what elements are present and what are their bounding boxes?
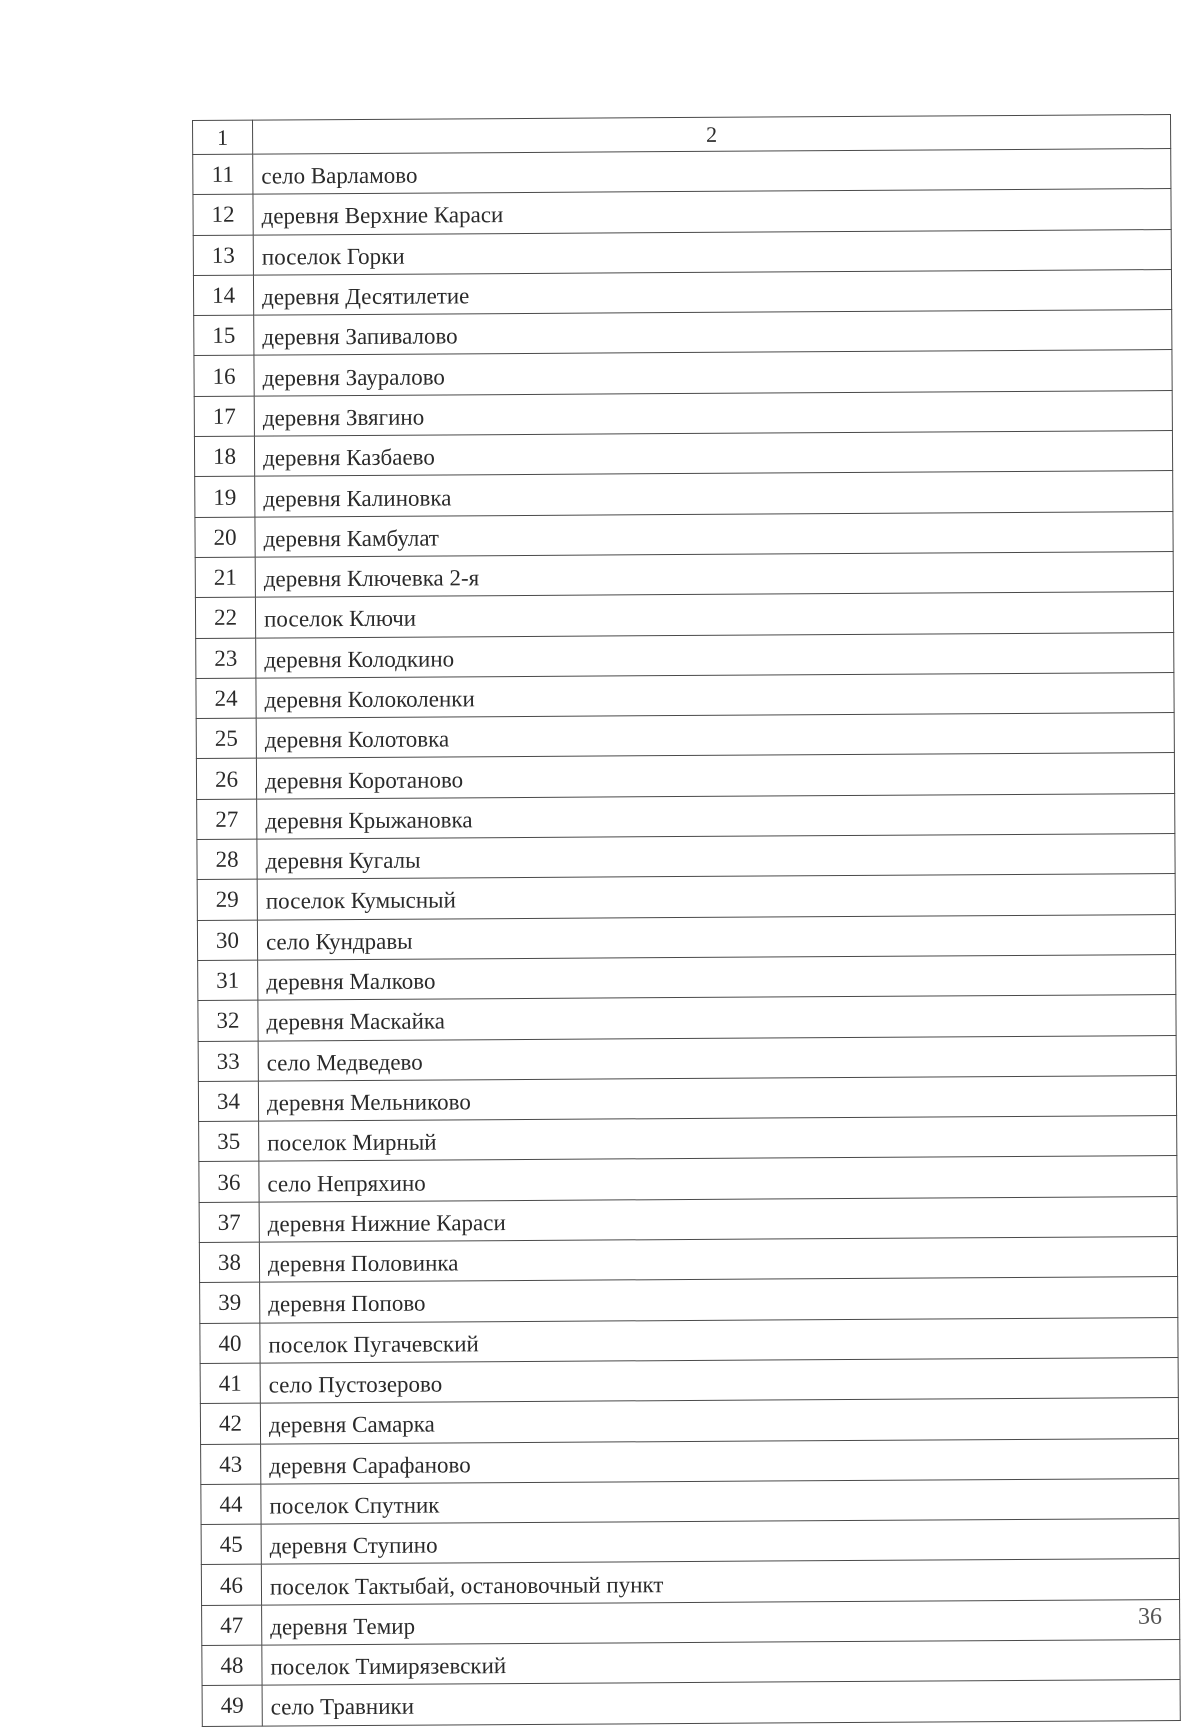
settlement-name-cell: поселок Кумысный xyxy=(257,874,1175,920)
table-row xyxy=(199,1116,1177,1162)
row-number-cell: 20 xyxy=(195,517,255,558)
settlement-name-cell: деревня Колотовка xyxy=(256,713,1174,759)
row-number-cell: 16 xyxy=(194,356,254,397)
row-number-cell: 46 xyxy=(201,1564,261,1605)
settlement-name-cell: деревня Самарка xyxy=(260,1398,1178,1444)
table-row xyxy=(202,1599,1180,1645)
settlement-name-cell: деревня Мельниково xyxy=(258,1075,1176,1121)
settlement-name-cell: деревня Кугалы xyxy=(257,834,1175,880)
table-row xyxy=(201,1519,1179,1565)
row-number-cell: 15 xyxy=(194,315,254,356)
settlement-name-cell: деревня Зауралово xyxy=(254,350,1172,396)
table-row xyxy=(193,189,1171,235)
settlement-name-cell: деревня Малково xyxy=(258,954,1176,1000)
settlement-name-cell: деревня Крыжановка xyxy=(257,793,1175,839)
header-cell-number: 1 xyxy=(193,120,253,154)
table-row xyxy=(194,310,1172,356)
row-number-cell: 28 xyxy=(197,839,257,880)
table-row xyxy=(194,350,1172,396)
settlement-name-cell: село Травники xyxy=(262,1680,1180,1726)
table-row xyxy=(197,834,1175,880)
row-number-cell: 40 xyxy=(200,1323,260,1364)
settlement-name-cell: деревня Ступино xyxy=(261,1519,1179,1565)
row-number-cell: 30 xyxy=(197,920,257,961)
table-row xyxy=(193,149,1171,195)
table-row xyxy=(193,269,1171,315)
row-number-cell: 12 xyxy=(193,194,253,235)
row-number-cell: 25 xyxy=(196,718,256,759)
settlement-name-cell: деревня Нижние Караси xyxy=(259,1196,1177,1242)
row-number-cell: 39 xyxy=(200,1282,260,1323)
settlement-name-cell: деревня Камбулат xyxy=(255,511,1173,557)
row-number-cell: 37 xyxy=(199,1202,259,1243)
settlement-name-cell: деревня Маскайка xyxy=(258,995,1176,1041)
row-number-cell: 44 xyxy=(201,1484,261,1525)
row-number-cell: 33 xyxy=(198,1041,258,1082)
table-row xyxy=(202,1639,1180,1685)
page-number: 36 xyxy=(1138,1604,1162,1630)
settlement-name-cell: поселок Ключи xyxy=(255,592,1173,638)
table-row xyxy=(196,753,1174,799)
table-row xyxy=(199,1196,1177,1242)
row-number-cell: 13 xyxy=(193,235,253,276)
table-row xyxy=(196,713,1174,759)
settlements-table xyxy=(192,114,1181,1727)
settlement-name-cell: село Варламово xyxy=(253,149,1171,195)
settlement-name-cell: деревня Звягино xyxy=(254,390,1172,436)
row-number-cell: 48 xyxy=(202,1645,262,1686)
table-row xyxy=(200,1398,1178,1444)
settlement-name-cell: деревня Ключевка 2-я xyxy=(255,551,1173,597)
row-number-cell: 14 xyxy=(193,275,253,316)
table-row xyxy=(199,1156,1177,1202)
row-number-cell: 29 xyxy=(197,879,257,920)
settlement-name-cell: село Пустозерово xyxy=(260,1357,1178,1403)
row-number-cell: 42 xyxy=(200,1403,260,1444)
settlement-name-cell: поселок Тимирязевский xyxy=(262,1639,1180,1685)
table-row xyxy=(198,1035,1176,1081)
settlement-name-cell: поселок Спутник xyxy=(261,1478,1179,1524)
settlement-name-cell: поселок Тактыбай, остановочный пункт xyxy=(261,1559,1179,1605)
row-number-cell: 19 xyxy=(195,476,255,517)
table-row xyxy=(196,632,1174,678)
settlement-name-cell: поселок Мирный xyxy=(259,1116,1177,1162)
row-number-cell: 18 xyxy=(194,436,254,477)
row-number-cell: 26 xyxy=(196,759,256,800)
table-row xyxy=(200,1317,1178,1363)
table-row xyxy=(195,592,1173,638)
table-row xyxy=(200,1277,1178,1323)
settlement-name-cell: село Кундравы xyxy=(257,914,1175,960)
table-row xyxy=(194,431,1172,477)
table-row xyxy=(202,1680,1180,1726)
row-number-cell: 43 xyxy=(201,1444,261,1485)
table-row xyxy=(195,551,1173,597)
row-number-cell: 45 xyxy=(201,1524,261,1565)
table-row xyxy=(194,390,1172,436)
table-row xyxy=(195,471,1173,517)
settlement-name-cell: деревня Верхние Караси xyxy=(253,189,1171,235)
row-number-cell: 17 xyxy=(194,396,254,437)
row-number-cell: 38 xyxy=(199,1242,259,1283)
settlement-name-cell: поселок Горки xyxy=(253,229,1171,275)
settlement-name-cell: поселок Пугачевский xyxy=(260,1317,1178,1363)
row-number-cell: 32 xyxy=(198,1000,258,1041)
row-number-cell: 27 xyxy=(197,799,257,840)
settlement-name-cell: деревня Половинка xyxy=(259,1237,1177,1283)
table-row xyxy=(201,1478,1179,1524)
settlement-name-cell: деревня Колоколенки xyxy=(256,672,1174,718)
row-number-cell: 31 xyxy=(198,960,258,1001)
header-cell-name: 2 xyxy=(253,115,1171,155)
row-number-cell: 11 xyxy=(193,154,253,195)
row-number-cell: 34 xyxy=(198,1081,258,1122)
row-number-cell: 47 xyxy=(202,1605,262,1646)
settlement-name-cell: деревня Казбаево xyxy=(254,431,1172,477)
settlement-name-cell: деревня Сарафаново xyxy=(261,1438,1179,1484)
settlement-name-cell: деревня Колодкино xyxy=(256,632,1174,678)
table-row xyxy=(198,995,1176,1041)
settlement-name-cell: деревня Калиновка xyxy=(255,471,1173,517)
row-number-cell: 35 xyxy=(199,1121,259,1162)
table-row xyxy=(197,874,1175,920)
table-row xyxy=(196,672,1174,718)
settlement-name-cell: деревня Запивалово xyxy=(254,310,1172,356)
row-number-cell: 24 xyxy=(196,678,256,719)
table-row xyxy=(201,1438,1179,1484)
row-number-cell: 49 xyxy=(202,1685,262,1726)
row-number-cell: 41 xyxy=(200,1363,260,1404)
settlement-name-cell: село Медведево xyxy=(258,1035,1176,1081)
table-row xyxy=(197,793,1175,839)
row-number-cell: 36 xyxy=(199,1162,259,1203)
table-row xyxy=(199,1237,1177,1283)
row-number-cell: 21 xyxy=(195,557,255,598)
table-row xyxy=(198,1075,1176,1121)
table-row xyxy=(197,914,1175,960)
table-row xyxy=(198,954,1176,1000)
settlement-name-cell: деревня Попово xyxy=(260,1277,1178,1323)
table-row xyxy=(201,1559,1179,1605)
settlements-table-wrapper xyxy=(192,114,1180,1727)
settlement-name-cell: деревня Коротаново xyxy=(256,753,1174,799)
table-row xyxy=(193,229,1171,275)
settlement-name-cell: деревня Десятилетие xyxy=(253,269,1171,315)
row-number-cell: 23 xyxy=(196,638,256,679)
table-row xyxy=(200,1357,1178,1403)
settlement-name-cell: деревня Темир xyxy=(262,1599,1180,1645)
row-number-cell: 22 xyxy=(195,597,255,638)
settlement-name-cell: село Непряхино xyxy=(259,1156,1177,1202)
table-body xyxy=(193,115,1181,1727)
table-row xyxy=(195,511,1173,557)
